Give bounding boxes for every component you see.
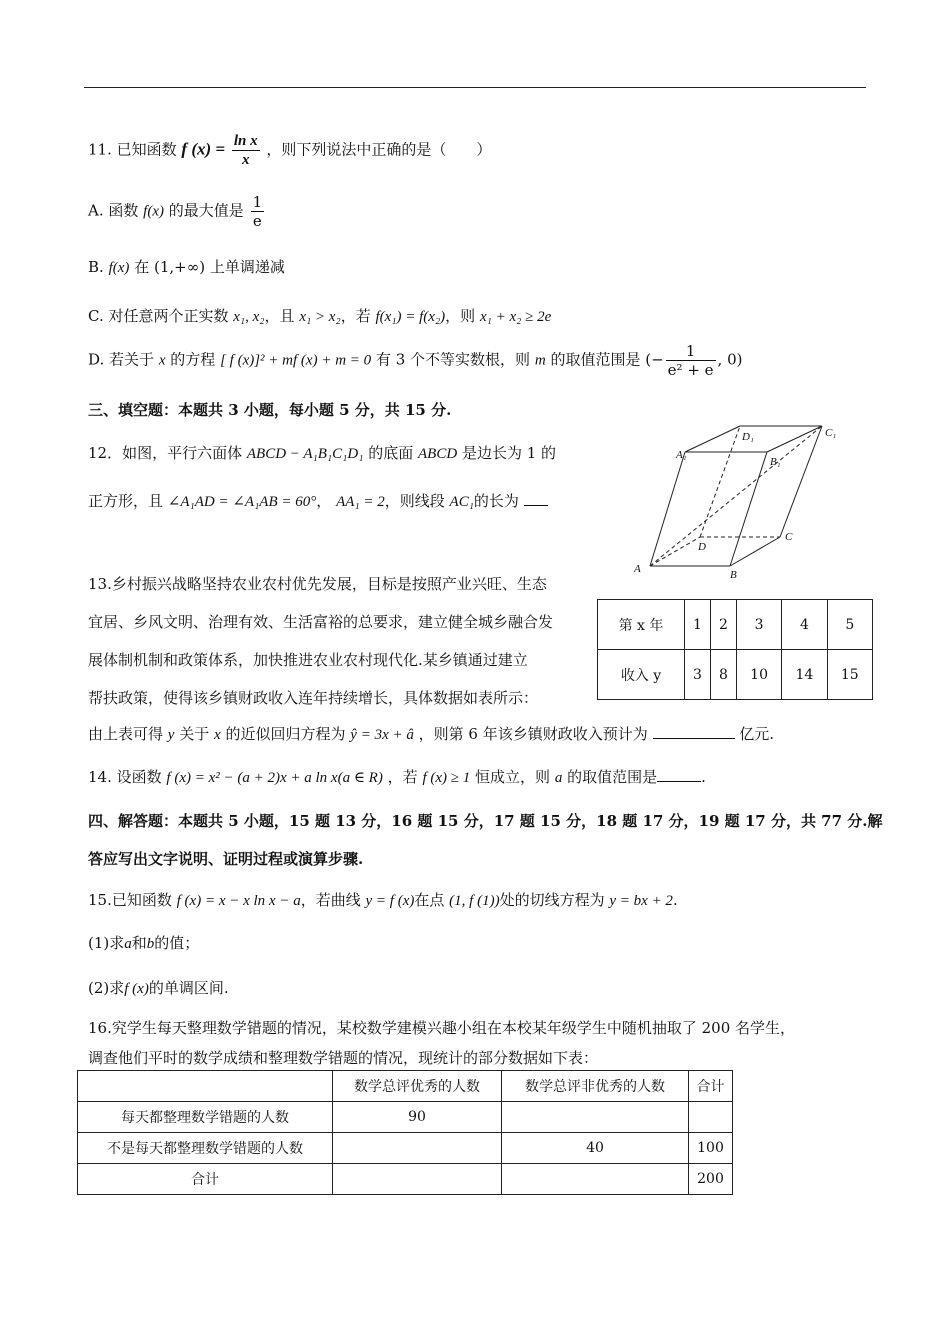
- parallelepiped-figure: [630, 420, 850, 585]
- q13-last-line: 由上表可得 y 关于 x 的近似回归方程为 ŷ = 3x + â ，则第 6 年该乡镇财政收入预计为 亿元.: [88, 725, 775, 743]
- table-row: 收入 y 3 8 10 14 15: [598, 650, 873, 700]
- label-d: D: [698, 541, 706, 553]
- q12-line1: 12．如图，平行六面体 ABCD − A₁B₁C₁D₁ 的底面 ABCD 是边长为 1 的: [88, 444, 557, 462]
- q13-line-4: 帮扶政策，使得该乡镇财政收入连年持续增长，具体数据如表所示：: [88, 689, 539, 707]
- q13-line-2: 宜居、乡风文明、治理有效、生活富裕的总要求，建立健全城乡融合发: [88, 613, 554, 631]
- header-rule: [84, 87, 866, 88]
- q13-income-table: [597, 599, 873, 700]
- q12-line2: 正方形，且 ∠A₁AD = ∠A₁AB = 60°， AA₁ = 2，则线段 AC₁的长为: [88, 490, 548, 511]
- section3-heading: 三、填空题：本题共 3 小题，每小题 5 分，共 15 分.: [88, 401, 452, 419]
- q16-line1: 16.究学生每天整理数学错题的情况，某校数学建模兴趣小组在本校某年级学生中随机抽取了 200 名学生，: [88, 1019, 796, 1037]
- answer-blank[interactable]: [524, 491, 548, 506]
- label-c: C: [785, 531, 793, 543]
- answer-blank[interactable]: [653, 724, 735, 739]
- table-row: 第 x 年 1 2 3 4 5: [598, 600, 873, 650]
- section4-heading-line1: 四、解答题：本题共 5 小题，15 题 13 分，16 题 15 分，17 题 15 分，18 题 17 分，19 题 17 分，共 77 分.解: [88, 812, 883, 830]
- table-row: 数学总评优秀的人数 数学总评非优秀的人数 合计: [78, 1071, 733, 1102]
- q13-line-3: 展体制机制和政策体系，加快推进农业农村现代化.某乡镇通过建立: [88, 651, 528, 669]
- q15-stem: 15.已知函数 f (x) = x − x ln x − a，若曲线 y = f (x)在点 (1, f (1))处的切线方程为 y = bx + 2.: [88, 891, 678, 909]
- q11-option-c: C. 对任意两个正实数 x₁, x₂，且 x₁ > x₂，若 f(x₁) = f(x₂)，则 x₁ + x₂ ≥ 2e: [88, 307, 552, 325]
- q13-line-1: 13.乡村振兴战略坚持农业农村优先发展，目标是按照产业兴旺、生态: [88, 575, 547, 593]
- section4-heading-line2: 答应写出文字说明、证明过程或演算步骤.: [88, 850, 364, 868]
- q11-option-a: A. 函数 f(x) 的最大值是 $\frac{1}{e}$: [88, 193, 263, 230]
- label-a: A: [634, 563, 641, 575]
- q16-line2: 调查他们平时的数学成绩和整理数学错题的情况，现统计的部分数据如下表：: [88, 1049, 599, 1067]
- label-d1: D₁: [742, 431, 754, 443]
- q11-stem: 11. 已知函数 f (x) = $\frac{\text{ln x}}{x}$ ，则下列说法中正确的是（ ）: [88, 133, 492, 168]
- label-b1: B₁: [770, 456, 781, 468]
- q16-survey-table: [77, 1070, 733, 1195]
- q15-part2: (2)求f (x)的单调区间.: [88, 979, 229, 997]
- label-a1: A₁: [676, 449, 687, 461]
- table-row: 不是每天都整理数学错题的人数 40 100: [78, 1133, 733, 1164]
- answer-blank[interactable]: [657, 767, 701, 782]
- q15-part1: (1)求a和b的值；: [88, 934, 200, 952]
- q14-stem: 14. 设函数 f (x) = x² − (a + 2)x + a ln x(a ∈ R) ，若 f (x) ≥ 1 恒成立，则 a 的取值范围是 .: [88, 768, 706, 786]
- label-c1: C₁: [825, 427, 837, 439]
- q11-option-d: D. 若关于 x 的方程 [ f (x)]² + mf (x) + m = 0 有 3 个不等实数根，则 m 的取值范围是 (− $\frac{1}{\text{e² + e}}$ , 0): [88, 342, 743, 379]
- label-b: B: [730, 569, 737, 581]
- table-row: 每天都整理数学错题的人数 90: [78, 1102, 733, 1133]
- table-row: 合计 200: [78, 1164, 733, 1195]
- q11-option-b: B. f(x) 在 (1,+∞) 上单调递减: [88, 258, 285, 276]
